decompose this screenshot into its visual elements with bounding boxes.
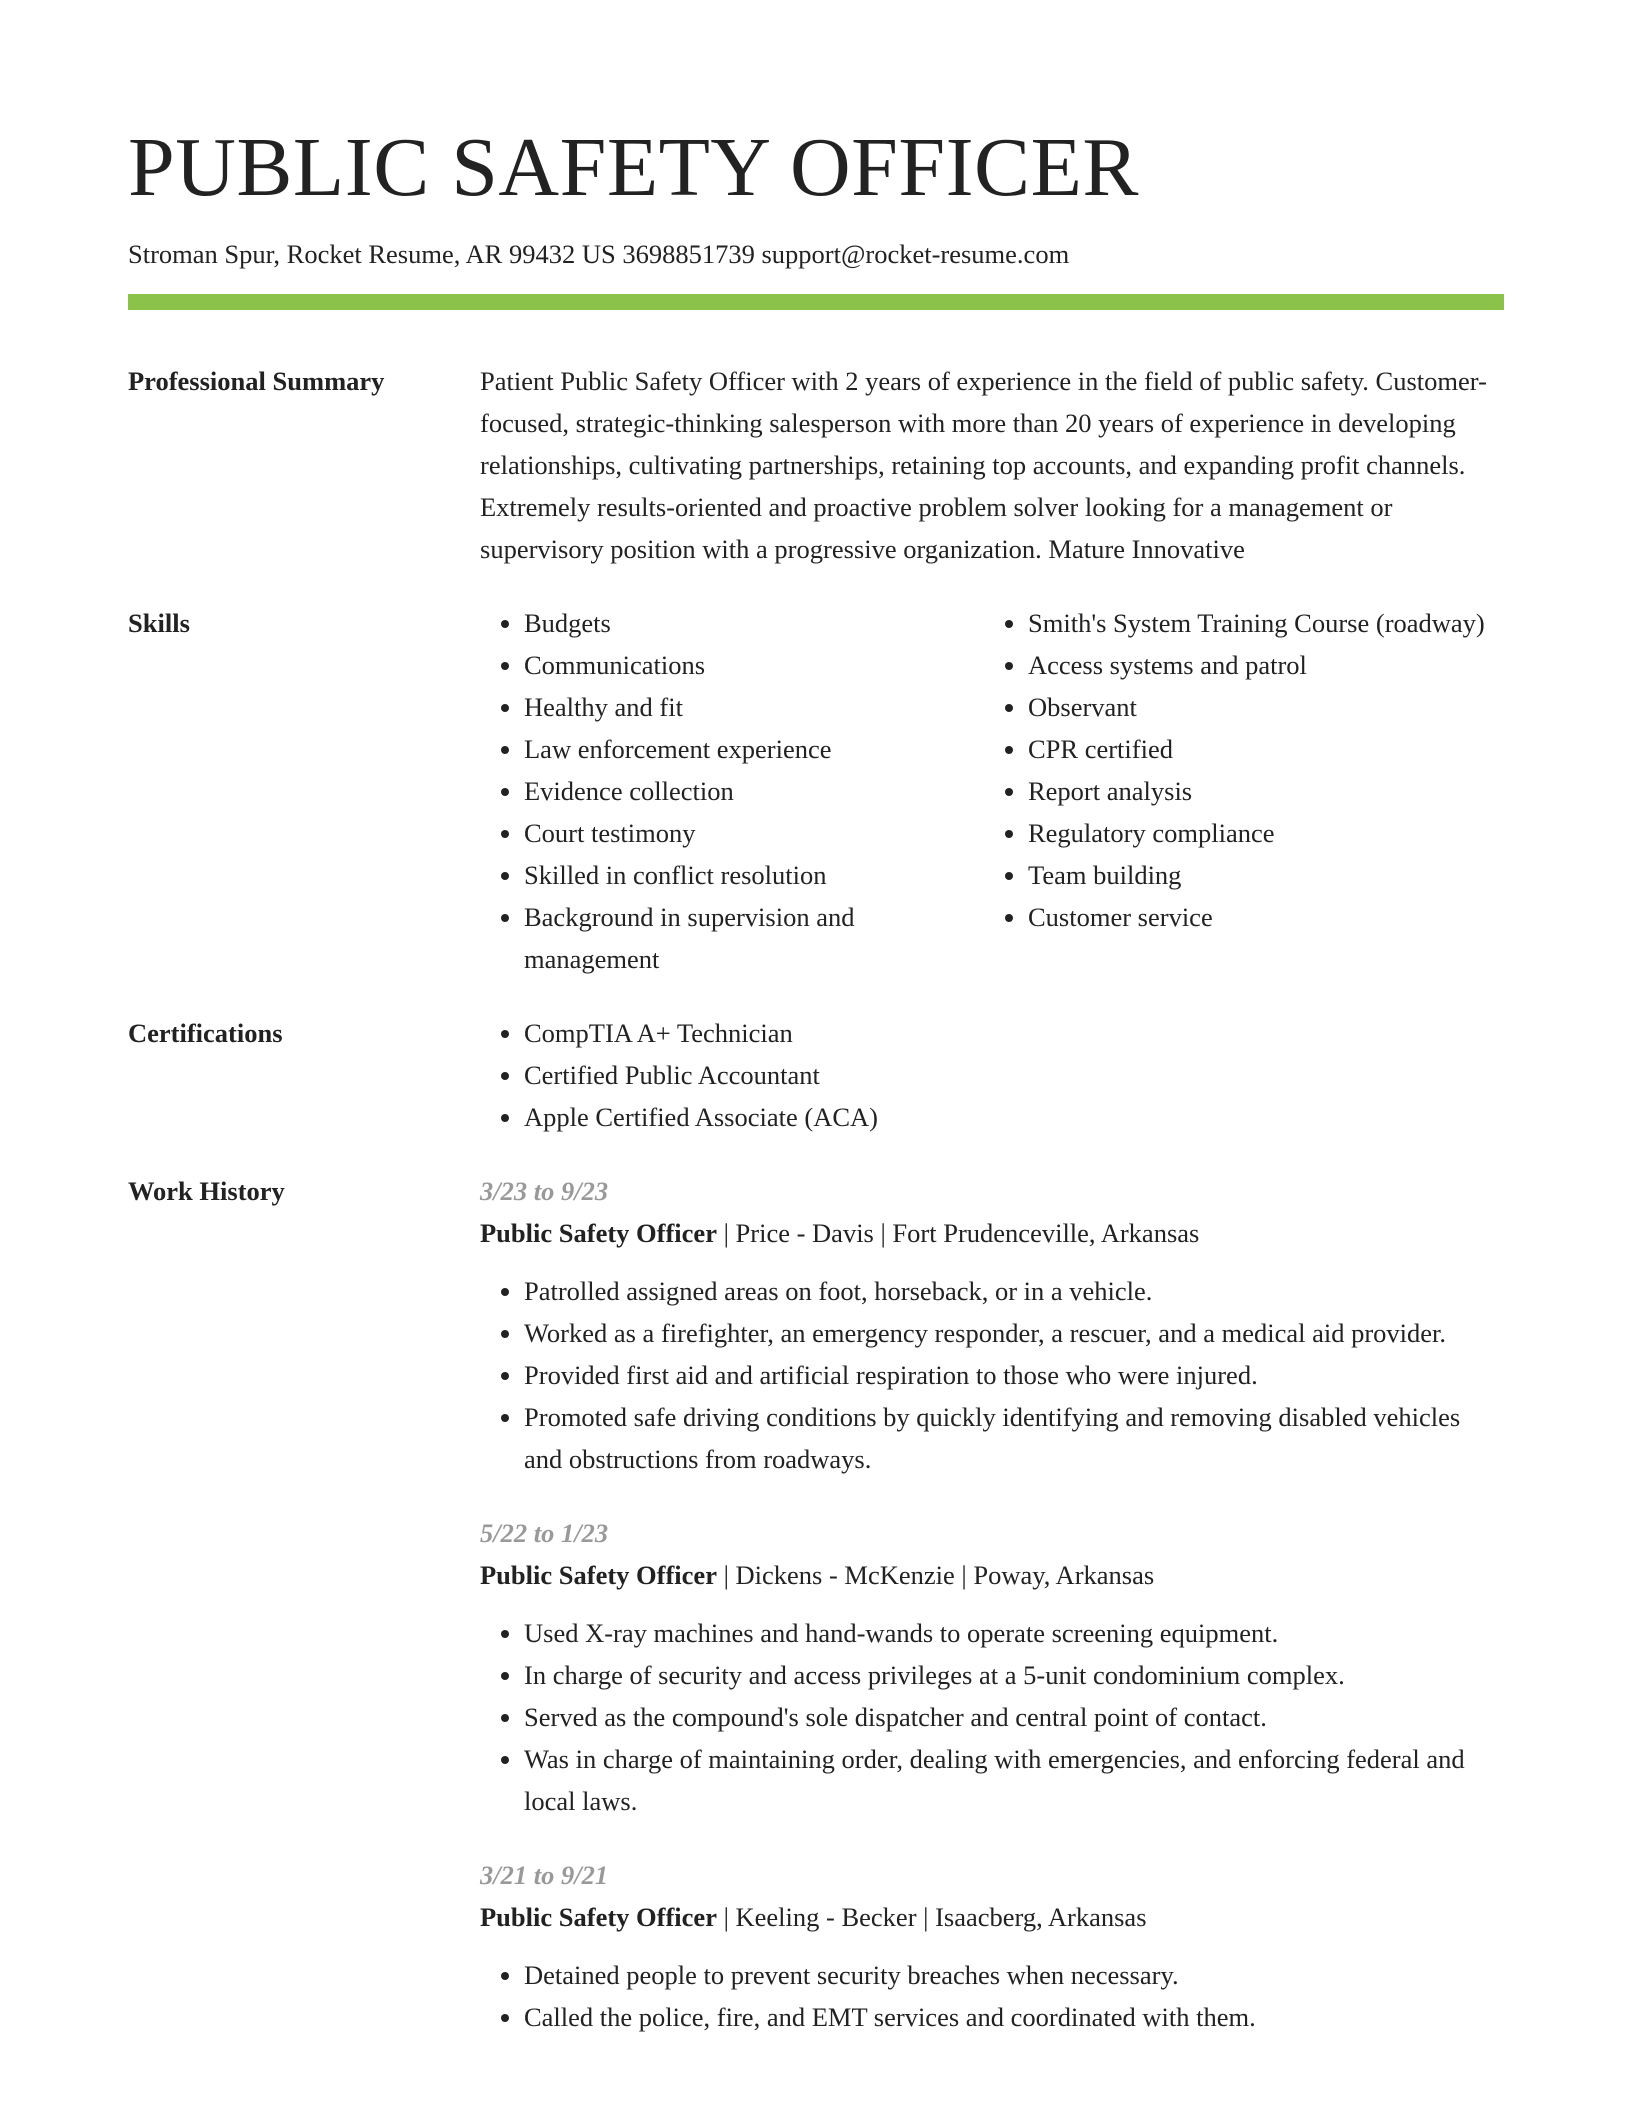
skill-item: • Smith's System Training Course (roadway) [1028,602,1488,644]
skills-list-right [984,602,1488,938]
skill-item: • CPR certified [1028,728,1488,770]
job-heading [480,1212,1504,1254]
job-bullet: • Provided first aid and artificial respiration to those who were injured. [524,1354,1504,1396]
skill-item: • Evidence collection [524,770,984,812]
job-heading [480,1554,1504,1596]
job-bullet: • Called the police, fire, and EMT services and coordinated with them. [524,1996,1504,2038]
summary-section [128,360,1504,570]
job-heading [480,1896,1504,1938]
skill-item: • Law enforcement experience [524,728,984,770]
job-title: Public Safety Officer [480,1218,717,1248]
job-bullet: • Detained people to prevent security breaches when necessary. [524,1954,1504,1996]
skill-item: • Skilled in conflict resolution [524,854,984,896]
skill-item: • Background in supervision and management [524,896,984,980]
job-bullets [480,1270,1504,1480]
skill-item: • Communications [524,644,984,686]
certifications-list [480,1012,1504,1138]
skill-item: • Team building [1028,854,1488,896]
job-bullet: • Patrolled assigned areas on foot, horseback, or in a vehicle. [524,1270,1504,1312]
accent-divider [128,294,1504,310]
job-entry [480,1170,1504,1480]
job-bullet: • Used X-ray machines and hand-wands to operate screening equipment. [524,1612,1504,1654]
skill-item: • Observant [1028,686,1488,728]
job-bullet: • Served as the compound's sole dispatcher and central point of contact. [524,1696,1504,1738]
job-bullet: • In charge of security and access privileges at a 5-unit condominium complex. [524,1654,1504,1696]
skills-section [128,602,1504,980]
skill-item: • Customer service [1028,896,1488,938]
job-title: Public Safety Officer [480,1902,717,1932]
job-dates: 5/22 to 1/23 [480,1518,609,1548]
job-employer-location: | Price - Davis | Fort Prudenceville, Arkansas [716,1218,1200,1248]
job-bullets [480,1612,1504,1822]
section-label-summary: Professional Summary [128,366,385,396]
job-bullet: • Worked as a firefighter, an emergency responder, a rescuer, and a medical aid provider. [524,1312,1504,1354]
resume-title: PUBLIC SAFETY OFFICER [128,121,1139,214]
job-employer-location: | Keeling - Becker | Isaacberg, Arkansas [716,1902,1147,1932]
section-label-work-history: Work History [128,1176,285,1206]
skills-list-left [480,602,984,980]
job-employer-location: | Dickens - McKenzie | Poway, Arkansas [716,1560,1155,1590]
certification-item: • CompTIA A+ Technician [524,1012,1504,1054]
certification-item: • Apple Certified Associate (ACA) [524,1096,1504,1138]
skills-columns [480,602,1504,980]
work-history-section [128,1170,1504,2070]
skills-column-left [480,602,984,980]
certifications-section [128,1012,1504,1138]
section-label-certifications: Certifications [128,1018,283,1048]
job-entry [480,1854,1504,2038]
summary-text: Patient Public Safety Officer with 2 years of experience in the field of public safety. Customer-focused, strategic-thinking salesperson with more than 20 years of experience in developing relationships, cultivating partnerships, retaining top accounts, and expanding profit channels. Extremely results-oriented and proactive problem solver looking for a management or supervisory position with a progressive organization. Mature Innovative [480,366,1487,564]
job-bullets [480,1954,1504,2038]
skill-item: • Budgets [524,602,984,644]
job-bullet: • Promoted safe driving conditions by quickly identifying and removing disabled vehicles and obstructions from roadways. [524,1396,1504,1480]
skill-item: • Report analysis [1028,770,1488,812]
skill-item: • Court testimony [524,812,984,854]
certifications-body [480,1012,1504,1138]
contact-info: Stroman Spur, Rocket Resume, AR 99432 US 3698851739 support@rocket-resume.com [128,239,1070,269]
skill-item: • Healthy and fit [524,686,984,728]
skills-column-right [984,602,1488,980]
job-title: Public Safety Officer [480,1560,717,1590]
job-entry [480,1512,1504,1822]
work-history-body [480,1170,1504,2070]
job-dates: 3/21 to 9/21 [480,1860,609,1890]
job-dates: 3/23 to 9/23 [480,1176,609,1206]
job-bullet: • Was in charge of maintaining order, dealing with emergencies, and enforcing federal and local laws. [524,1738,1504,1822]
section-label-skills: Skills [128,608,190,638]
skill-item: • Regulatory compliance [1028,812,1488,854]
certification-item: • Certified Public Accountant [524,1054,1504,1096]
skill-item: • Access systems and patrol [1028,644,1488,686]
